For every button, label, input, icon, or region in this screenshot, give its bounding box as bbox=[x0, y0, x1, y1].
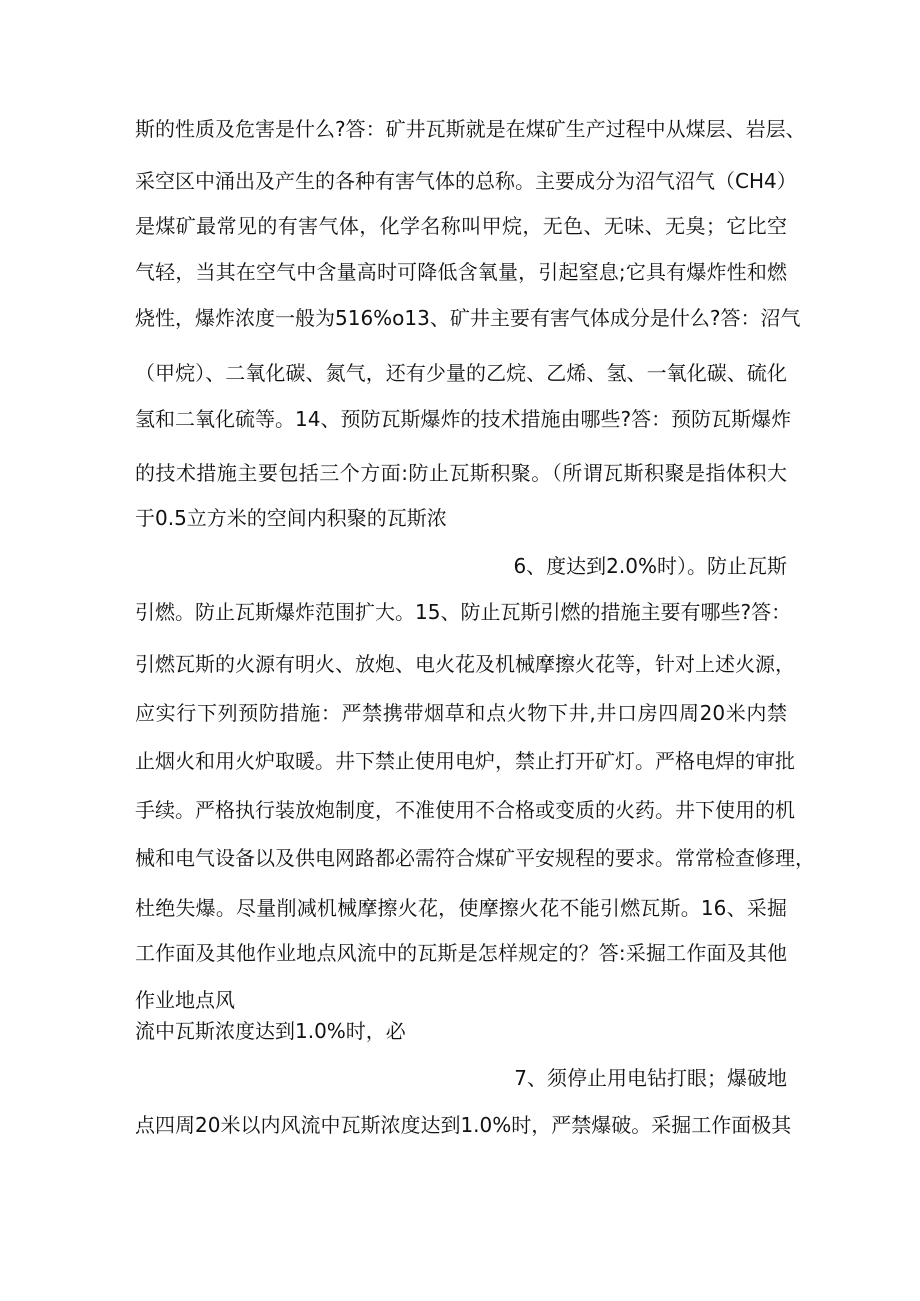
text-line-18: 工作面及其他作业地点风流中的瓦斯是怎样规定的？答:采掘工作面及其他 bbox=[135, 941, 787, 965]
text-line-2: 采空区中涌出及产生的各种有害气体的总称。主要成分为沼气沼气（CH4） bbox=[135, 169, 797, 193]
text-line-7: 氢和二氧化硫等。14、预防瓦斯爆炸的技术措施由哪些?答：预防瓦斯爆炸 bbox=[135, 407, 792, 431]
text-line-3: 是煤矿最常见的有害气体，化学名称叫甲烷，无色、无味、无臭；它比空 bbox=[135, 214, 787, 238]
text-line-12: 引燃瓦斯的火源有明火、放炮、电火花及机械摩擦火花等，针对上述火源， bbox=[135, 652, 795, 676]
text-line-9: 于0.5立方米的空间内积聚的瓦斯浓 bbox=[135, 506, 447, 530]
text-line-22: 点四周20米以内风流中瓦斯浓度达到1.0%时，严禁爆破。采掘工作面极其 bbox=[135, 1113, 792, 1137]
text-line-14: 止烟火和用火炉取暖。井下禁止使用电炉，禁止打开矿灯。严格电焊的审批 bbox=[135, 749, 795, 773]
text-line-11: 引燃。防止瓦斯爆炸范围扩大。15、防止瓦斯引燃的措施主要有哪些?答： bbox=[135, 600, 792, 624]
text-line-4: 气轻，当其在空气中含量高时可降低含氧量，引起窒息;它具有爆炸性和燃 bbox=[135, 260, 787, 284]
text-line-21: 7、须停止用电钻打眼；爆破地 bbox=[514, 1066, 787, 1090]
text-line-17: 杜绝失爆。尽量削减机械摩擦火花，使摩擦火花不能引燃瓦斯。16、采掘 bbox=[135, 896, 787, 920]
text-line-20: 流中瓦斯浓度达到1.0%时，必 bbox=[135, 1019, 406, 1043]
text-line-8: 的技术措施主要包括三个方面:防止瓦斯积聚。（所谓瓦斯积聚是指体积大 bbox=[135, 461, 787, 485]
text-line-13: 应实行下列预防措施：严禁携带烟草和点火物下井,井口房四周20米内禁 bbox=[135, 701, 787, 725]
text-line-19: 作业地点风 bbox=[135, 988, 235, 1012]
text-line-10: 6、度达到2.0%时）。防止瓦斯 bbox=[513, 554, 787, 578]
text-line-16: 械和电气设备以及供电网路都必需符合煤矿平安规程的要求。常常检查修理， bbox=[135, 846, 815, 870]
text-line-6: （甲烷）、二氧化碳、氮气，还有少量的乙烷、乙烯、氢、一氧化碳、硫化 bbox=[135, 361, 787, 385]
text-line-15: 手续。严格执行装放炮制度，不准使用不合格或变质的火药。井下使用的机 bbox=[135, 798, 795, 822]
text-line-5: 烧性，爆炸浓度一般为516%o13、矿井主要有害气体成分是什么?答：沼气 bbox=[135, 306, 801, 330]
text-line-1: 斯的性质及危害是什么?答：矿井瓦斯就是在煤矿生产过程中从煤层、岩层、 bbox=[135, 117, 806, 141]
